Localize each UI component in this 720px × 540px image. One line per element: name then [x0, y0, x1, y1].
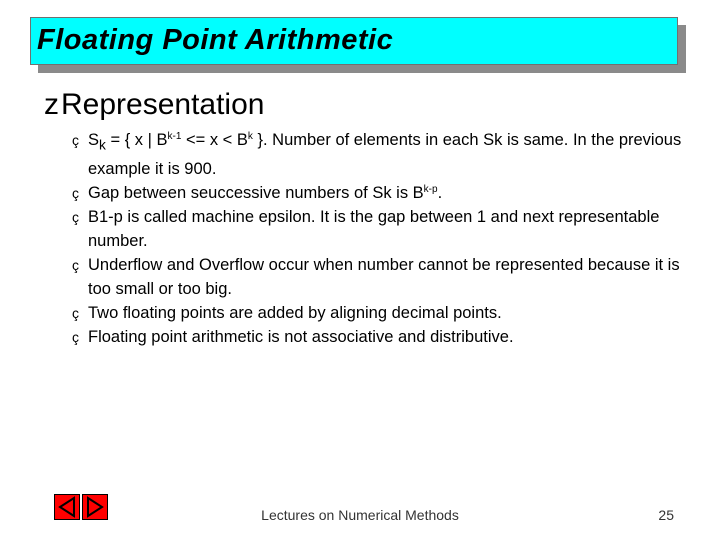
list-item	[72, 325, 692, 349]
superscript: k	[247, 131, 253, 142]
list-item	[72, 128, 692, 181]
item-text: Underflow and Overflow occur when number cannot be represented because it is too small or too big.	[88, 256, 680, 299]
item-text: = { x | B	[105, 131, 168, 149]
section-heading	[44, 88, 264, 122]
bullet-icon: ç	[72, 132, 79, 148]
item-text: B1-p is called machine epsilon. It is the gap between 1 and next representable number.	[88, 208, 660, 251]
page-number: 25	[658, 507, 674, 523]
slide-title: Floating Point Arithmetic	[37, 24, 394, 56]
footer-text: Lectures on Numerical Methods	[261, 507, 459, 523]
bullet-list	[72, 128, 692, 349]
bullet-icon: ç	[72, 209, 79, 226]
subscript: k	[99, 137, 106, 153]
item-text: Floating point arithmetic is not associative and distributive.	[88, 328, 514, 347]
superscript: k-p	[423, 184, 438, 196]
list-item	[72, 301, 692, 325]
item-text: S	[88, 131, 100, 149]
bullet-icon: ç	[72, 329, 79, 346]
heading-bullet-icon: z	[44, 88, 59, 121]
list-item	[72, 181, 692, 205]
item-text: .	[437, 184, 443, 203]
bullet-icon: ç	[72, 185, 79, 202]
item-text: }. Number of elements in each Sk is same. In the previous example it is 900.	[88, 131, 682, 179]
list-item	[72, 253, 692, 301]
item-text: <= x < B	[181, 131, 248, 149]
heading-text: Representation	[61, 88, 265, 121]
item-text: Gap between seuccessive numbers of Sk is B	[88, 184, 424, 203]
superscript: k-1	[167, 131, 182, 142]
title-box	[30, 17, 678, 65]
bullet-icon: ç	[72, 257, 79, 274]
bullet-icon: ç	[72, 305, 79, 322]
item-text: Two floating points are added by aligning decimal points.	[88, 304, 502, 323]
list-item	[72, 205, 692, 253]
